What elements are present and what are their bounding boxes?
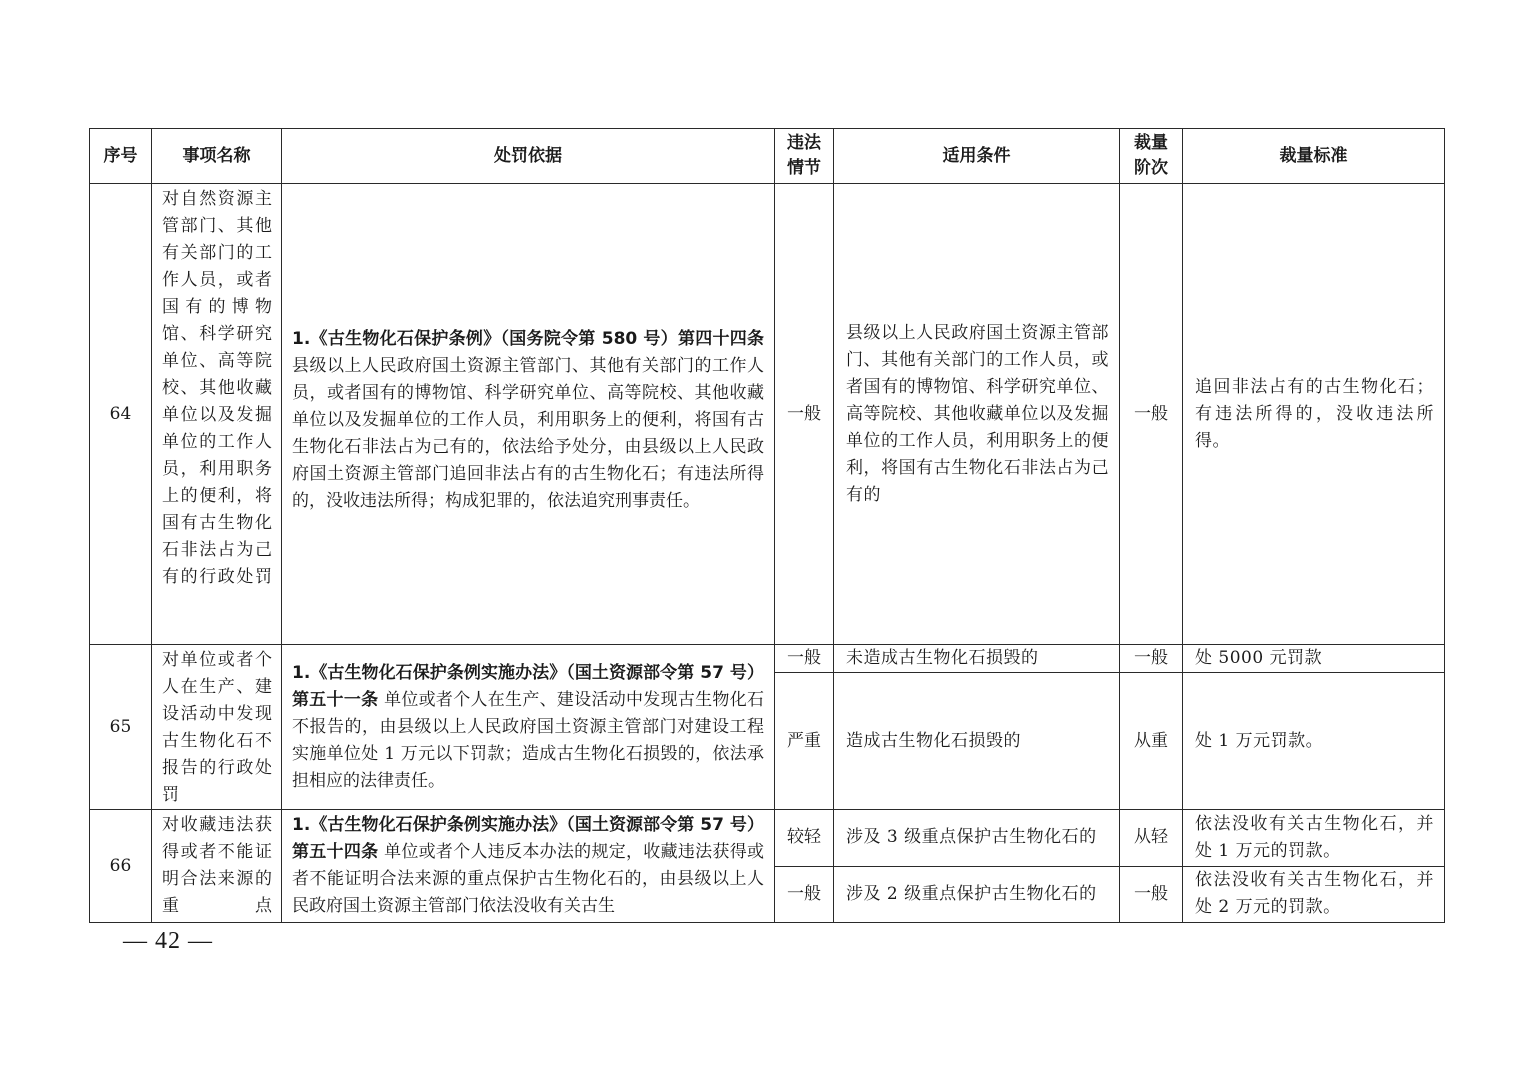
penalty-table <box>89 128 1445 923</box>
row-name: 对收藏违法获得或者不能证明合法来源的重点 <box>152 810 282 923</box>
row-seq: 64 <box>90 184 152 645</box>
row-basis <box>282 645 775 810</box>
tier-standard: 追回非法占有的古生物化石；有违法所得的，没收违法所得。 <box>1183 184 1445 645</box>
row-seq: 66 <box>90 810 152 923</box>
tier-level: 从轻 <box>1120 810 1183 867</box>
header-condition: 适用条件 <box>834 129 1120 184</box>
row-seq: 65 <box>90 645 152 810</box>
header-level: 裁量 阶次 <box>1120 129 1183 184</box>
tier-level: 一般 <box>1120 866 1183 923</box>
tier-condition: 涉及 3 级重点保护古生物化石的 <box>834 810 1120 867</box>
basis-citation: 1.《古生物化石保护条例实施办法》（国土资源部令第 57 号）第五十四条 <box>292 815 764 862</box>
table-row <box>90 645 1445 673</box>
tier-circumstance: 一般 <box>775 866 834 923</box>
tier-level: 一般 <box>1120 184 1183 645</box>
row-basis <box>282 184 775 645</box>
header-circumstance: 违法 情节 <box>775 129 834 184</box>
header-name: 事项名称 <box>152 129 282 184</box>
table-row <box>90 810 1445 867</box>
tier-circumstance: 一般 <box>775 184 834 645</box>
tier-standard: 依法没收有关古生物化石，并处 1 万元的罚款。 <box>1183 810 1445 867</box>
tier-condition: 县级以上人民政府国土资源主管部门、其他有关部门的工作人员，或者国有的博物馆、科学研究单位、高等院校、其他收藏单位以及发掘单位的工作人员，利用职务上的便利，将国有古生物化石非法占为己有的 <box>834 184 1120 645</box>
row-basis <box>282 810 775 923</box>
tier-circumstance: 一般 <box>775 645 834 673</box>
tier-level: 一般 <box>1120 645 1183 673</box>
tier-standard: 依法没收有关古生物化石，并处 2 万元的罚款。 <box>1183 866 1445 923</box>
tier-standard: 处 5000 元罚款 <box>1183 645 1445 673</box>
page-number: — 42 — <box>123 928 213 954</box>
row-name: 对自然资源主管部门、其他有关部门的工作人员，或者国有的博物馆、科学研究单位、高等院校、其他收藏单位以及发掘单位的工作人员，利用职务上的便利，将国有古生物化石非法占为己有的行政处罚 <box>152 184 282 645</box>
tier-circumstance: 较轻 <box>775 810 834 867</box>
header-seq: 序号 <box>90 129 152 184</box>
row-name: 对单位或者个人在生产、建设活动中发现古生物化石不报告的行政处罚 <box>152 645 282 810</box>
tier-standard: 处 1 万元罚款。 <box>1183 673 1445 810</box>
basis-citation: 1.《古生物化石保护条例》（国务院令第 580 号）第四十四条 <box>292 328 764 349</box>
tier-condition: 未造成古生物化石损毁的 <box>834 645 1120 673</box>
header-basis: 处罚依据 <box>282 129 775 184</box>
basis-text: 单位或者个人违反本办法的规定，收藏违法获得或者不能证明合法来源的重点保护古生物化石的，由县级以上人民政府国土资源主管部门依法没收有关古生 <box>292 842 764 916</box>
basis-text: 县级以上人民政府国土资源主管部门、其他有关部门的工作人员，或者国有的博物馆、科学研究单位、高等院校、其他收藏单位以及发掘单位的工作人员，利用职务上的便利，将国有古生物化石非法占为己有的，依法给予处分，由县级以上人民政府国土资源主管部门追回非法占有的古生物化石；有违法所得的，没收违法所得；构成犯罪的，依法追究刑事责任。 <box>292 355 764 511</box>
tier-condition: 造成古生物化石损毁的 <box>834 673 1120 810</box>
basis-text: 单位或者个人在生产、建设活动中发现古生物化石不报告的，由县级以上人民政府国土资源主管部门对建设工程实施单位处 1 万元以下罚款；造成古生物化石损毁的，依法承担相应的法律责任。 <box>292 689 764 791</box>
table-row <box>90 184 1445 645</box>
header-standard: 裁量标准 <box>1183 129 1445 184</box>
tier-circumstance: 严重 <box>775 673 834 810</box>
header-row <box>90 129 1445 184</box>
tier-condition: 涉及 2 级重点保护古生物化石的 <box>834 866 1120 923</box>
basis-citation: 1.《古生物化石保护条例实施办法》（国土资源部令第 57 号）第五十一条 <box>292 662 764 710</box>
tier-level: 从重 <box>1120 673 1183 810</box>
